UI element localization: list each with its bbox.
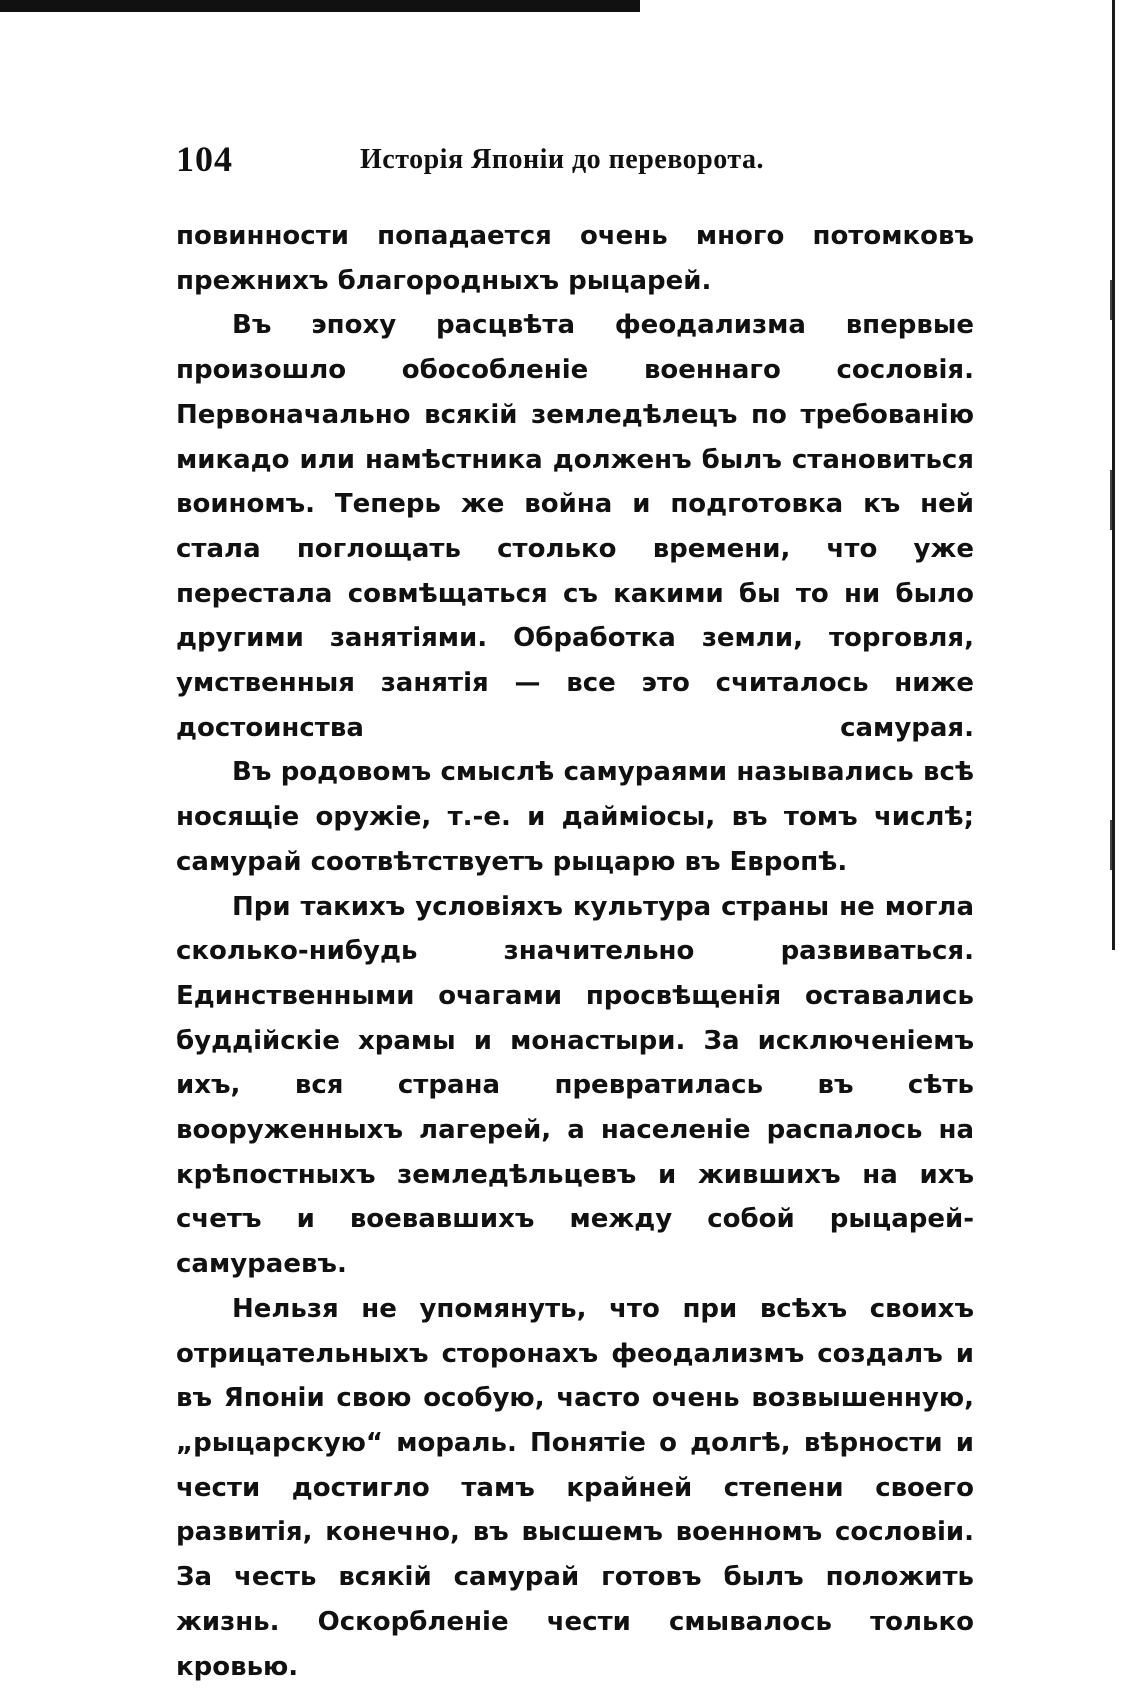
paragraph: Въ родовомъ смыслѣ самураями назывались всѣ носящіе оружіе, т.-е. и даймiосы, въ томъ числѣ; самурай соотвѣтствуетъ рыцарю въ Европѣ. — [176, 757, 974, 877]
scan-margin-mark — [1110, 820, 1112, 870]
page-number: 104 — [176, 139, 233, 179]
running-title: Исторія Японіи до переворота. — [360, 144, 764, 175]
scan-margin-mark — [1110, 470, 1112, 530]
paragraph: Въ эпоху расцвѣта феодализма впервые произошло обособленіе военнаго сословія. Первоначально всякій земледѣлецъ по требованію микадо или намѣстника долженъ былъ становиться воиномъ. Теперь же война и подготовка къ ней стала поглощать столько времени, что уже перестала совмѣщаться съ какими бы то ни было другими занятіями. Обработка земли, торговля, умственныя занятія — все это считалось ниже достоинства самурая. — [176, 310, 974, 743]
paragraph: повинности попадается очень много потомковъ прежнихъ благородныхъ рыцарей. — [176, 221, 974, 296]
scan-right-edge — [1112, 0, 1115, 950]
page-header — [176, 138, 971, 194]
scan-top-edge — [0, 0, 640, 12]
body-text — [176, 214, 974, 1689]
paragraph: При такихъ условіяхъ культура страны не могла сколько-нибудь значительно развиваться. Единственными очагами просвѣщенія оставались буддійскіе храмы и монастыри. За исключеніемъ ихъ, вся страна превратилась въ сѣть вооруженныхъ лагерей, а населеніе распалось на крѣпостныхъ земледѣльцевъ и жившихъ на ихъ счетъ и воевавшихъ между собой рыцарей-самураевъ. — [176, 891, 974, 1280]
paragraph: Нельзя не упомянуть, что при всѣхъ своихъ отрицательныхъ сторонахъ феодализмъ создалъ и въ Японіи свою особую, часто очень возвышенную, „рыцарскую“ мораль. Понятіе о долгѣ, вѣрности и чести достигло тамъ крайней степени своего развитія, конечно, въ высшемъ военномъ сословіи. За честь всякій самурай готовъ былъ положить жизнь. Оскорбленіе чести смывалось только кровью. — [176, 1293, 974, 1682]
scan-margin-mark — [1110, 280, 1112, 320]
